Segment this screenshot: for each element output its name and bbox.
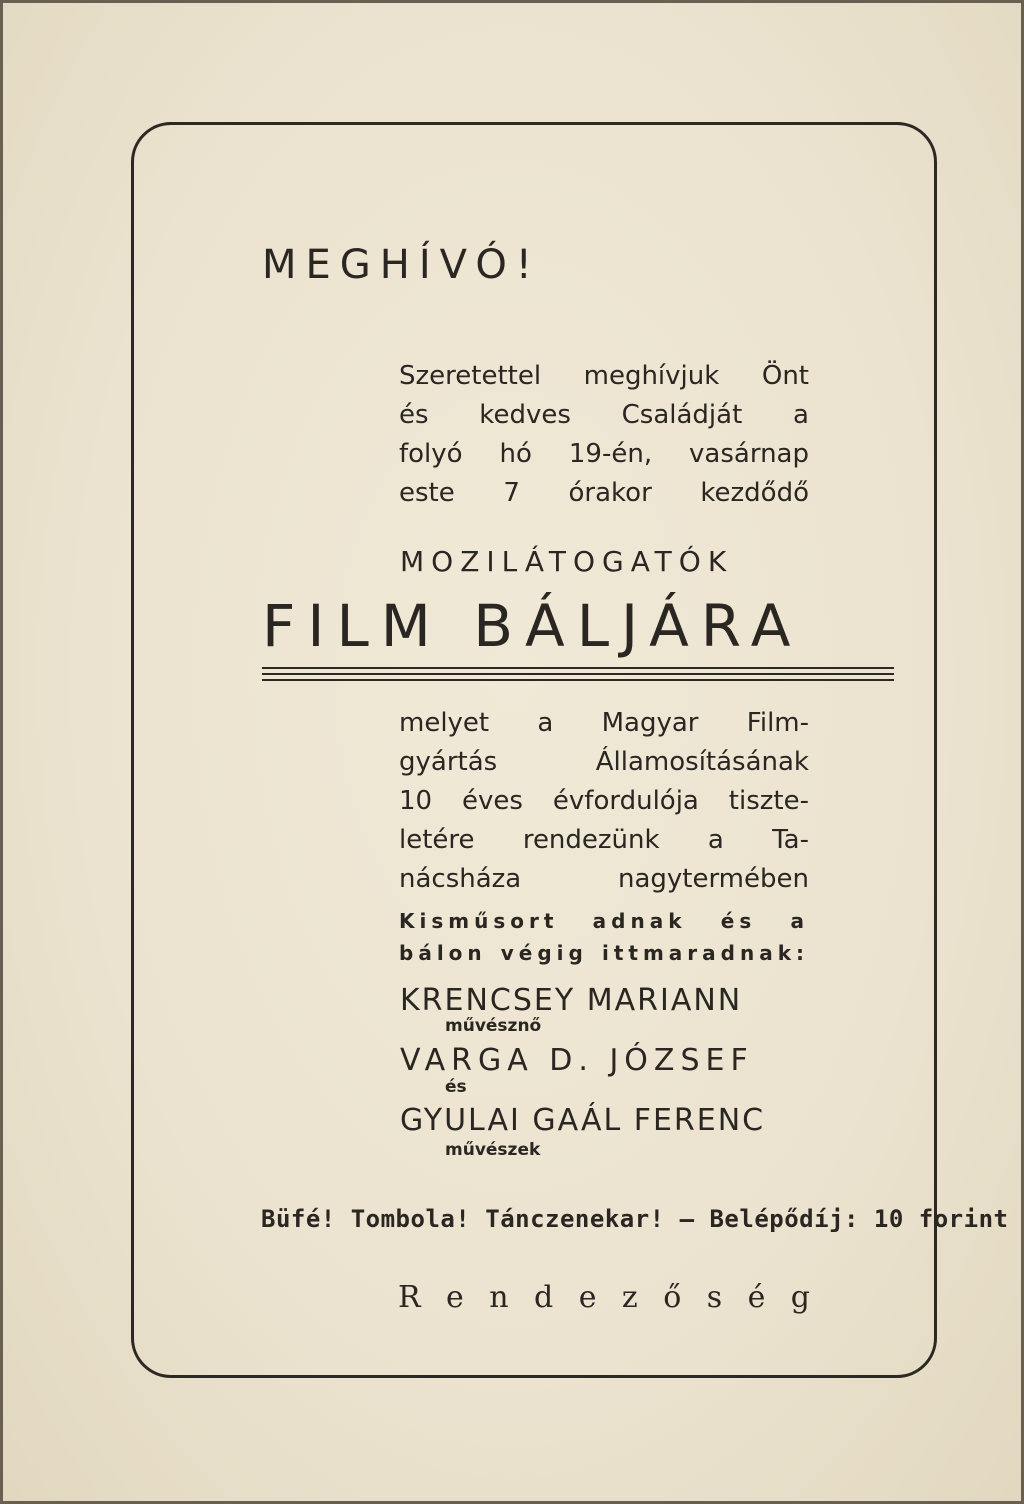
- performer-name: KRENCSEY MARIANN: [400, 983, 743, 1018]
- organizer-signature: [398, 1280, 810, 1315]
- body-line: letére rendezünk a Ta-: [399, 825, 809, 855]
- performer-name: VARGA D. JÓZSEF: [400, 1043, 754, 1078]
- performers-intro-line: bálon végig ittmaradnak:: [399, 941, 809, 965]
- body-line: melyet a Magyar Film-: [399, 708, 809, 738]
- performer-role: és: [445, 1077, 467, 1097]
- intro-line: folyó hó 19-én, vasárnap: [399, 439, 809, 469]
- intro-paragraph: [399, 357, 809, 513]
- performer-name: GYULAI GAÁL FERENC: [400, 1103, 766, 1138]
- performers-intro-line: Kisműsort adnak és a: [399, 909, 809, 933]
- intro-line: Szeretettel meghívjuk Önt: [399, 361, 809, 391]
- divider-line: [262, 673, 894, 675]
- event-subtitle: MOZILÁTOGATÓK: [400, 545, 734, 578]
- body-line: nácsháza nagytermében: [399, 864, 809, 894]
- event-info-line: Büfé! Tombola! Tánczenekar! — Belépődíj: 10 forint: [261, 1205, 1009, 1233]
- performers-intro: [399, 905, 809, 969]
- body-paragraph: [399, 704, 809, 899]
- event-title: FILM BÁLJÁRA: [262, 592, 803, 660]
- invitation-title: MEGHÍVÓ!: [262, 242, 541, 288]
- body-line: gyártás Államosításának: [399, 747, 809, 777]
- performer-role: művészek: [445, 1140, 541, 1160]
- intro-line: este 7 órakor kezdődő: [399, 478, 809, 508]
- performer-role: művésznő: [445, 1016, 542, 1036]
- organizer-signature-text: R e n d e z ő s é g: [398, 1280, 810, 1315]
- divider-line: [262, 679, 894, 681]
- body-line: 10 éves évfordulója tiszte-: [399, 786, 809, 816]
- intro-line: és kedves Családját a: [399, 400, 809, 430]
- divider-line: [262, 667, 894, 669]
